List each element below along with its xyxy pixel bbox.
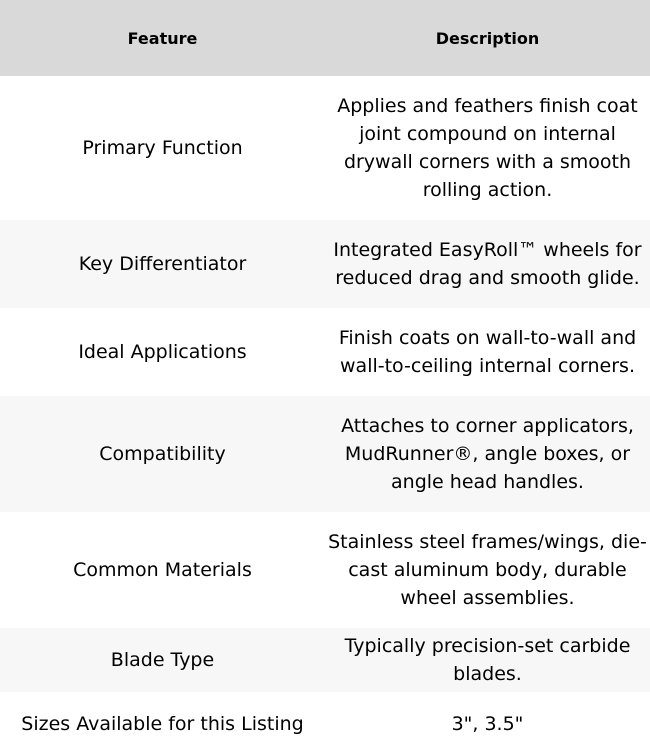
description-cell: Integrated EasyRoll™ wheels for reduced drag and smooth glide. [325,220,650,308]
description-cell: Typically precision-set carbide blades. [325,628,650,692]
feature-cell: Compatibility [0,396,325,512]
description-cell: Finish coats on wall-to-wall and wall-to-ceiling internal corners. [325,308,650,396]
table-row [0,396,650,512]
feature-cell: Sizes Available for this Listing [0,692,325,756]
table-row [0,512,650,628]
description-cell: 3", 3.5" [325,692,650,756]
description-cell: Applies and feathers finish coat joint compound on internal drywall corners with a smooth rolling action. [325,76,650,220]
feature-cell: Common Materials [0,512,325,628]
table-row [0,628,650,692]
header-feature: Feature [0,0,325,76]
feature-cell: Key Differentiator [0,220,325,308]
table-row [0,308,650,396]
table-row [0,692,650,756]
table-row [0,76,650,220]
table-header-row [0,0,650,76]
description-cell: Stainless steel frames/wings, die-cast aluminum body, durable wheel assemblies. [325,512,650,628]
header-description: Description [325,0,650,76]
feature-cell: Ideal Applications [0,308,325,396]
feature-cell: Primary Function [0,76,325,220]
description-cell: Attaches to corner applicators, MudRunner®, angle boxes, or angle head handles. [325,396,650,512]
table-row [0,220,650,308]
feature-cell: Blade Type [0,628,325,692]
